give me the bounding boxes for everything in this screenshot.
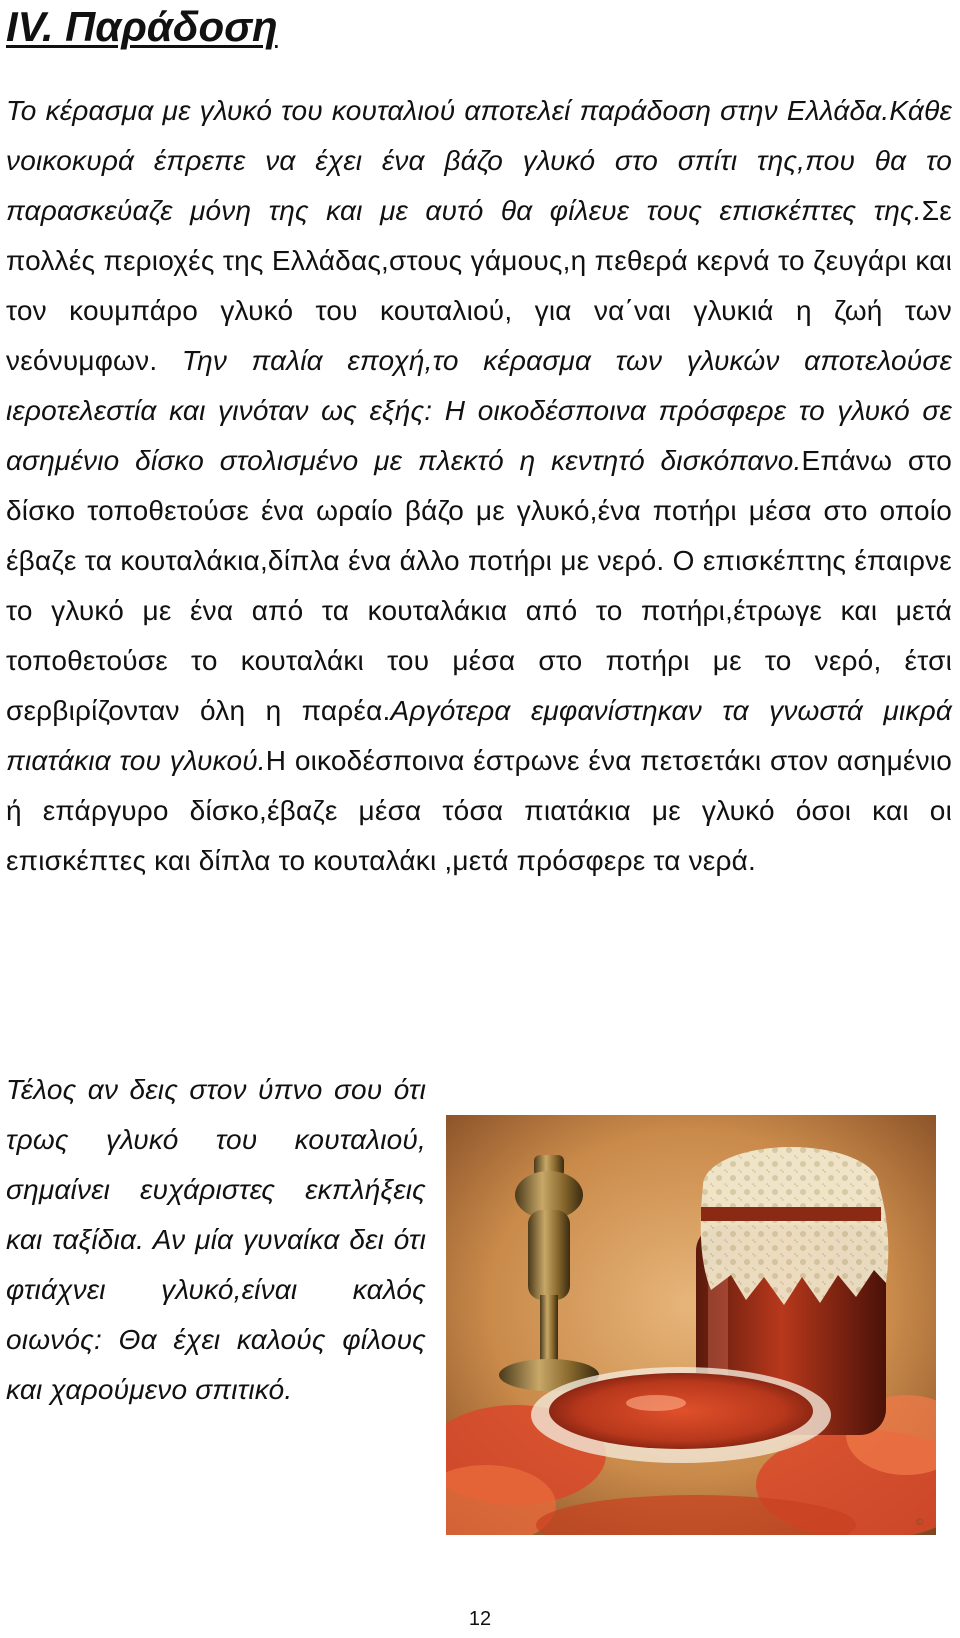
text-segment-6: Η οικοδέσποινα έστρωνε ένα πετσετάκι στον ασημένιο ή επάργυρο δίσκο,έβαζε μέσα τόσα πιατάκια με γλυκό όσοι και οι επισκέπτες και δίπλα το κουταλάκι ,μετά πρόσφερε τα νερά. [6, 745, 952, 876]
tradition-paragraph [6, 86, 952, 886]
text-segment-4: Επάνω στο δίσκο τοποθετούσε ένα ωραίο βάζο με γλυκό,ένα ποτήρι μέσα στο οποίο έβαζε τα κουταλάκια,δίπλα ένα άλλο ποτήρι με νερό. Ο επισκέπτης έπαιρνε το γλυκό με ένα από τα κουταλάκια από το ποτήρι,έτρωγε και μετά τοποθετούσε το κουταλάκι του μέσα στο ποτήρι με το νερό, έτσι σερβιρίζονταν όλη η παρέα. [6, 445, 952, 726]
svg-text:©: © [915, 1518, 924, 1528]
text-segment-1: Το κέρασμα με γλυκό του κουταλιού αποτελεί παράδοση στην Ελλάδα.Κάθε νοικοκυρά έπρεπε να έχει ένα βάζο γλυκό στο σπίτι της,που θα το παρασκεύαζε μόνη της και με αυτό θα φίλευε τους επισκέπτες της. [6, 95, 952, 226]
section-heading: IV. Παράδοση [6, 3, 278, 50]
page-number: 12 [468, 1608, 492, 1630]
text-segment-3: Την παλία εποχή,το κέρασμα των γλυκών αποτελούσε ιεροτελεστία και γινόταν ως εξής: Η οικοδέσποινα πρόσφερε το γλυκό σε ασημένιο δίσκο στολισμένο με πλεκτό η κεντητό δισκόπανο. [6, 345, 952, 476]
spoon-sweet-jar-photo [446, 1115, 936, 1535]
dream-paragraph: Τέλος αν δεις στον ύπνο σου ότι τρως γλυκό του κουταλιού, σημαίνει ευχάριστες εκπλήξεις και ταξίδια. Αν μία γυναίκα δει ότι φτιάχνει γλυκό,είναι καλός οιωνός: Θα έχει καλούς φίλους και χαρούμενο σπιτικό. [6, 1074, 426, 1405]
text-segment-2: Σε πολλές περιοχές της Ελλάδας,στους γάμους,η πεθερά κερνά το ζευγάρι και τον κουμπάρο γλυκό του κουταλιού, για να΄ναι γλυκιά η ζωή των νεόνυμφων. [6, 195, 952, 376]
text-segment-5: Αργότερα εμφανίστηκαν τα γνωστά μικρά πιατάκια του γλυκού. [6, 695, 952, 776]
